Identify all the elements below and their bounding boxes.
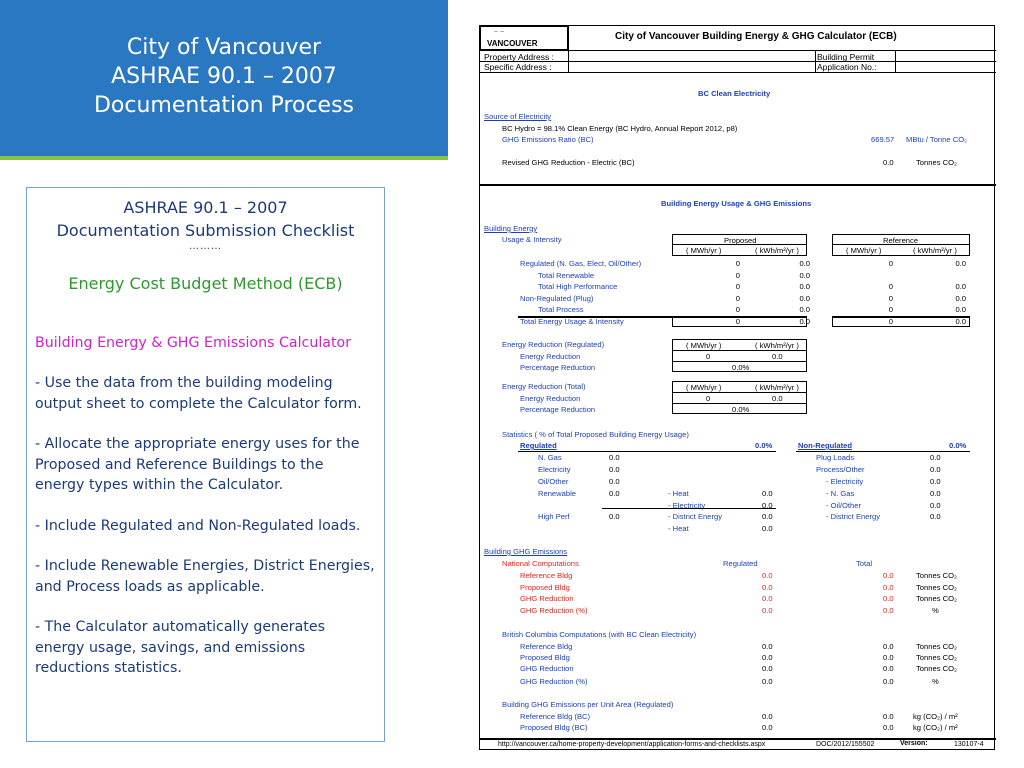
stats-right-value: 0.0 bbox=[930, 501, 941, 510]
checklist-item-5: - The Calculator automatically generates energy usage, savings, and emissions reductions statistics. bbox=[35, 619, 325, 676]
stats-mid-label: - District Energy bbox=[668, 512, 723, 521]
national-row-reg: 0.0 bbox=[762, 571, 773, 580]
bc-hydro-text: BC Hydro = 98.1% Clean Energy (BC Hydro, Annual Report 2012, p8) bbox=[502, 124, 738, 133]
national-row-label: GHG Reduction bbox=[520, 594, 574, 603]
checklist-box bbox=[26, 187, 385, 742]
national-row-tot: 0.0 bbox=[883, 606, 894, 615]
checklist-item-2: - Allocate the appropriate energy uses for the Proposed and Reference Buildings to the energy types within the Calculator. bbox=[35, 436, 360, 493]
calculator-title: Building Energy & GHG Emissions Calculator bbox=[35, 334, 352, 351]
reference-unit-mwh: ( MWh/yr ) bbox=[846, 246, 882, 255]
slide-title-block bbox=[0, 0, 448, 160]
pct-total-label: Percentage Reduction bbox=[520, 405, 596, 414]
area-row-label: Proposed Bldg (BC) bbox=[520, 723, 588, 732]
er-regulated-unit-kwh: ( kWh/m²/yr ) bbox=[755, 341, 799, 350]
footer-version-label: Version: bbox=[900, 740, 928, 747]
footer-doc: DOC/2012/155502 bbox=[816, 741, 875, 748]
statistics-heading: Statistics ( % of Total Proposed Building Energy Usage) bbox=[502, 430, 689, 439]
permit-label-1: Building Permit bbox=[817, 52, 875, 62]
pct-regulated-label: Percentage Reduction bbox=[520, 363, 596, 372]
er-total-unit-kwh: ( kWh/m²/yr ) bbox=[755, 383, 799, 392]
er-regulated-label: Energy Reduction bbox=[520, 352, 581, 361]
per-area-heading: Building GHG Emissions per Unit Area (Regulated) bbox=[502, 700, 674, 709]
usage-row-value: 0 bbox=[888, 294, 893, 303]
footer-version: 130107-4 bbox=[954, 741, 984, 748]
source-heading: Source of Electricity bbox=[484, 112, 552, 121]
bc-row-label: GHG Reduction bbox=[520, 664, 574, 673]
national-row-reg: 0.0 bbox=[762, 606, 773, 615]
stats-left-label: High Perf bbox=[538, 512, 570, 521]
property-address-label: Property Address : bbox=[484, 52, 554, 62]
national-row-label: Reference Bldg bbox=[520, 571, 573, 580]
national-row-unit: Tonnes CO₂ bbox=[916, 583, 957, 592]
usage-row-value: 0 bbox=[888, 305, 893, 314]
bc-row-tot: 0.0 bbox=[883, 664, 894, 673]
usage-row-label: Total Energy Usage & Intensity bbox=[520, 317, 624, 326]
stats-mid-value: 0.0 bbox=[762, 489, 773, 498]
bc-row-reg: 0.0 bbox=[762, 653, 773, 662]
stats-mid-label: - Electricity bbox=[668, 501, 706, 510]
pct-total-value: 0.0% bbox=[732, 405, 750, 414]
method-label: Energy Cost Budget Method (ECB) bbox=[68, 274, 343, 293]
usage-row-value: 0.0 bbox=[799, 271, 810, 280]
usage-heading: Building Energy Usage & GHG Emissions bbox=[661, 199, 812, 208]
area-row-unit: kg (CO₂) / m² bbox=[913, 712, 958, 721]
usage-row-value: 0.0 bbox=[799, 282, 810, 291]
national-row-label: Proposed Bldg bbox=[520, 583, 570, 592]
usage-row-label: Non-Regulated (Plug) bbox=[520, 294, 594, 303]
stats-right-value: 0.0 bbox=[930, 489, 941, 498]
bc-row-reg: 0.0 bbox=[762, 677, 773, 686]
er-regulated-unit-mwh: ( MWh/yr ) bbox=[686, 341, 722, 350]
checklist-dots: ……… bbox=[189, 241, 222, 252]
area-row-tot: 0.0 bbox=[883, 723, 894, 732]
ghg-ratio-label: GHG Emissions Ratio (BC) bbox=[502, 135, 594, 144]
bc-row-tot: 0.0 bbox=[883, 677, 894, 686]
slide-title-line-3: Documentation Process bbox=[93, 93, 355, 118]
stats-mid-value: 0.0 bbox=[762, 501, 773, 510]
stats-mid-value: 0.0 bbox=[762, 512, 773, 521]
stats-nonregulated-pct: 0.0% bbox=[949, 441, 967, 450]
usage-row-value: 0.0 bbox=[799, 305, 810, 314]
stats-right-value: 0.0 bbox=[930, 453, 941, 462]
ghg-ratio-value: 669.57 bbox=[871, 135, 895, 144]
bc-row-reg: 0.0 bbox=[762, 642, 773, 651]
checklist-item-1: - Use the data from the building modeling output sheet to complete the Calculator form. bbox=[35, 375, 362, 412]
regulated-col-heading: Regulated bbox=[723, 559, 758, 568]
stats-regulated-heading: Regulated bbox=[520, 441, 557, 450]
national-row-reg: 0.0 bbox=[762, 594, 773, 603]
stats-mid-value: 0.0 bbox=[762, 524, 773, 533]
usage-row-value: 0.0 bbox=[799, 294, 810, 303]
slide-title bbox=[0, 0, 448, 120]
area-row-unit: kg (CO₂) / m² bbox=[913, 723, 958, 732]
stats-right-label: - Oil/Other bbox=[826, 501, 862, 510]
usage-row-value: 0.0 bbox=[799, 259, 810, 268]
vancouver-logo-text: VANCOUVER bbox=[487, 39, 538, 48]
stats-mid-label: - Heat bbox=[668, 489, 689, 498]
ghg-heading: Building GHG Emissions bbox=[484, 547, 568, 556]
ghg-ratio-unit: MBtu / Tonne CO₂ bbox=[906, 135, 968, 144]
stats-left-value: 0.0 bbox=[609, 453, 620, 462]
stats-regulated-pct: 0.0% bbox=[755, 441, 773, 450]
calculator-form bbox=[479, 25, 995, 750]
bc-row-reg: 0.0 bbox=[762, 664, 773, 673]
usage-row-value: 0.0 bbox=[955, 305, 966, 314]
stats-mid-label: - Heat bbox=[668, 524, 689, 533]
usage-intensity-label: Usage & Intensity bbox=[502, 235, 562, 244]
er-total-value-1: 0 bbox=[706, 394, 711, 403]
national-row-tot: 0.0 bbox=[883, 594, 894, 603]
slide-title-line-2: ASHRAE 90.1 – 2007 bbox=[111, 64, 337, 89]
national-row-tot: 0.0 bbox=[883, 571, 894, 580]
national-row-label: GHG Reduction (%) bbox=[520, 606, 588, 615]
checklist-heading-2: Documentation Submission Checklist bbox=[56, 221, 355, 240]
stats-left-value: 0.0 bbox=[609, 512, 620, 521]
revised-unit: Tonnes CO₂ bbox=[916, 158, 957, 167]
usage-row-value: 0 bbox=[888, 317, 893, 326]
stats-right-label: - Electricity bbox=[826, 477, 864, 486]
stats-left-label: Renewable bbox=[538, 489, 576, 498]
checklist-item-4: - Include Renewable Energies, District Energies, and Process loads as applicable. bbox=[35, 558, 375, 595]
proposed-unit-kwh: ( kWh/m²/yr ) bbox=[755, 246, 799, 255]
stats-right-label: - District Energy bbox=[826, 512, 881, 521]
usage-row-value: 0.0 bbox=[955, 282, 966, 291]
stats-right-label: Plug Loads bbox=[816, 453, 854, 462]
usage-row-label: Regulated (N. Gas, Elect, Oil/Other) bbox=[520, 259, 642, 268]
stats-left-label: Oil/Other bbox=[538, 477, 569, 486]
bc-clean-heading: BC Clean Electricity bbox=[698, 89, 771, 98]
stats-left-value: 0.0 bbox=[609, 465, 620, 474]
er-total-unit-mwh: ( MWh/yr ) bbox=[686, 383, 722, 392]
usage-row-value: 0 bbox=[888, 259, 893, 268]
usage-row-value: 0.0 bbox=[955, 259, 966, 268]
vancouver-logo-icon: ~ ~ bbox=[494, 29, 505, 36]
er-total-value-2: 0.0 bbox=[772, 394, 783, 403]
er-regulated-value-2: 0.0 bbox=[772, 352, 783, 361]
footer-url: http://vancouver.ca/home-property-development/application-forms-and-checklists.aspx bbox=[498, 741, 766, 748]
national-row-unit: Tonnes CO₂ bbox=[916, 571, 957, 580]
form-title: City of Vancouver Building Energy & GHG Calculator (ECB) bbox=[615, 31, 897, 42]
bc-row-tot: 0.0 bbox=[883, 653, 894, 662]
er-total-heading: Energy Reduction (Total) bbox=[502, 382, 586, 391]
revised-value: 0.0 bbox=[883, 158, 894, 167]
national-heading: National Computations bbox=[502, 559, 579, 568]
usage-row-value: 0 bbox=[735, 294, 740, 303]
bc-row-unit: Tonnes CO₂ bbox=[916, 653, 957, 662]
bc-row-label: GHG Reduction (%) bbox=[520, 677, 588, 686]
national-row-unit: % bbox=[932, 606, 939, 615]
bc-row-unit: Tonnes CO₂ bbox=[916, 664, 957, 673]
stats-left-label: N. Gas bbox=[538, 453, 562, 462]
bc-row-unit: % bbox=[932, 677, 939, 686]
revised-label: Revised GHG Reduction - Electric (BC) bbox=[502, 158, 635, 167]
usage-row-label: Total Process bbox=[538, 305, 584, 314]
proposed-unit-mwh: ( MWh/yr ) bbox=[686, 246, 722, 255]
national-row-tot: 0.0 bbox=[883, 583, 894, 592]
checklist-item-3: - Include Regulated and Non-Regulated loads. bbox=[35, 517, 361, 534]
stats-right-value: 0.0 bbox=[930, 465, 941, 474]
proposed-label: Proposed bbox=[724, 236, 757, 245]
pct-regulated-value: 0.0% bbox=[732, 363, 750, 372]
checklist-heading-1: ASHRAE 90.1 – 2007 bbox=[123, 198, 288, 217]
national-row-unit: Tonnes CO₂ bbox=[916, 594, 957, 603]
national-row-reg: 0.0 bbox=[762, 583, 773, 592]
bc-row-label: Reference Bldg bbox=[520, 642, 573, 651]
usage-row-value: 0.0 bbox=[955, 294, 966, 303]
area-row-reg: 0.0 bbox=[762, 712, 773, 721]
bc-comp-heading: British Columbia Computations (with BC Clean Electricity) bbox=[502, 630, 697, 639]
bc-row-tot: 0.0 bbox=[883, 642, 894, 651]
usage-row-label: Total High Performance bbox=[538, 282, 618, 291]
stats-left-value: 0.0 bbox=[609, 477, 620, 486]
stats-left-label: Electricity bbox=[538, 465, 571, 474]
permit-label-2: Application No.: bbox=[817, 62, 877, 72]
stats-nonregulated-heading: Non-Regulated bbox=[798, 441, 852, 450]
usage-row-value: 0 bbox=[888, 282, 893, 291]
area-row-reg: 0.0 bbox=[762, 723, 773, 732]
reference-unit-kwh: ( kWh/m²/yr ) bbox=[913, 246, 957, 255]
stats-right-label: Process/Other bbox=[816, 465, 865, 474]
stats-right-value: 0.0 bbox=[930, 477, 941, 486]
er-total-label: Energy Reduction bbox=[520, 394, 581, 403]
slide-title-line-1: City of Vancouver bbox=[126, 35, 322, 60]
er-regulated-value-1: 0 bbox=[706, 352, 711, 361]
usage-row-value: 0 bbox=[735, 271, 740, 280]
area-row-tot: 0.0 bbox=[883, 712, 894, 721]
building-energy-heading: Building Energy bbox=[484, 224, 538, 233]
specific-address-label: Specific Address : bbox=[484, 62, 552, 72]
usage-row-value: 0 bbox=[735, 317, 740, 326]
bc-row-unit: Tonnes CO₂ bbox=[916, 642, 957, 651]
usage-row-value: 0.0 bbox=[955, 317, 966, 326]
usage-row-value: 0 bbox=[735, 259, 740, 268]
usage-row-value: 0 bbox=[735, 305, 740, 314]
usage-row-label: Total Renewable bbox=[538, 271, 595, 280]
total-col-heading: Total bbox=[856, 559, 873, 568]
bc-row-label: Proposed Bldg bbox=[520, 653, 570, 662]
stats-right-label: - N. Gas bbox=[826, 489, 855, 498]
usage-row-value: 0.0 bbox=[799, 317, 810, 326]
usage-row-value: 0 bbox=[735, 282, 740, 291]
stats-left-value: 0.0 bbox=[609, 489, 620, 498]
er-regulated-heading: Energy Reduction (Regulated) bbox=[502, 340, 605, 349]
area-row-label: Reference Bldg (BC) bbox=[520, 712, 591, 721]
reference-label: Reference bbox=[883, 236, 919, 245]
stats-right-value: 0.0 bbox=[930, 512, 941, 521]
